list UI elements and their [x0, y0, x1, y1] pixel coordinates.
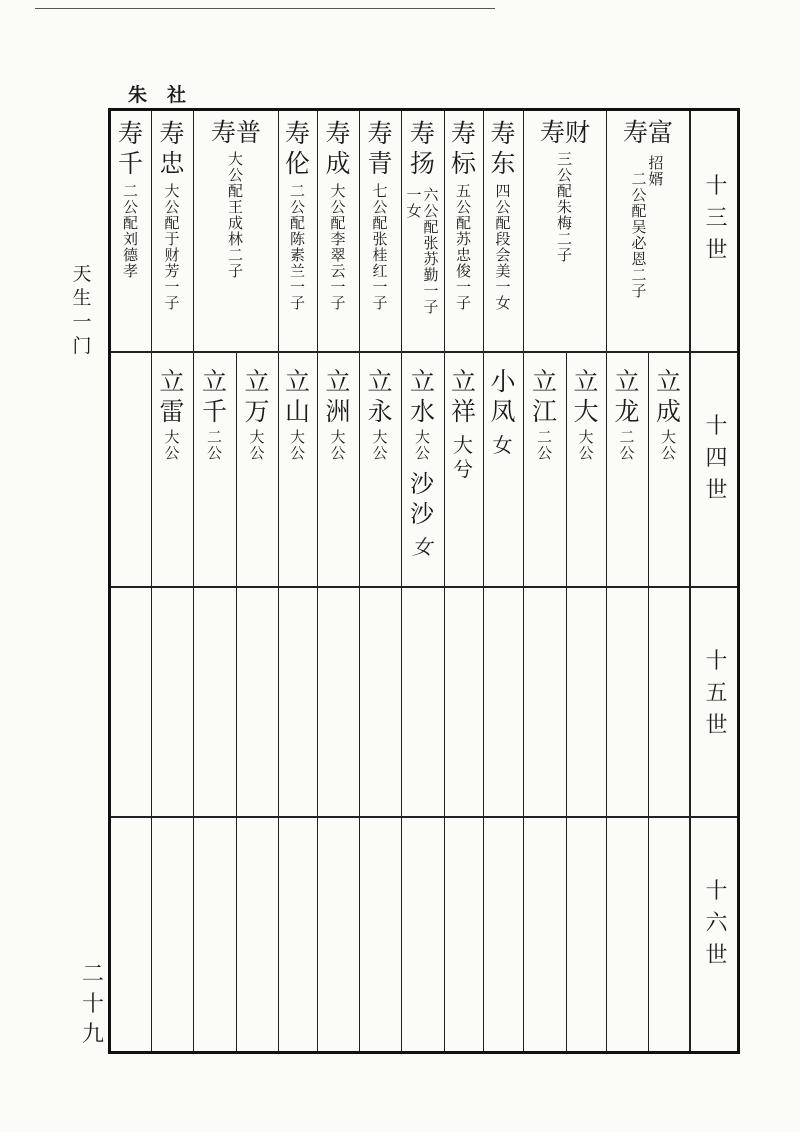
member-name: 立千: [202, 367, 228, 426]
member-entry: [152, 119, 193, 311]
member-entry: [445, 119, 483, 311]
member-note-extra: 一女: [406, 186, 422, 220]
member-note: 二公: [207, 428, 223, 462]
member-name: 寿扬: [410, 119, 436, 178]
member-entry: [402, 119, 444, 315]
member-name: 立龙: [614, 367, 640, 426]
note-column: [407, 183, 423, 219]
page-number: 二十九: [81, 962, 104, 1047]
member-name: 寿财: [539, 118, 590, 147]
member-note: 二公配刘德孝: [123, 182, 139, 280]
member-note: 四公配段会美一女: [495, 182, 511, 312]
member-entry: [318, 367, 359, 461]
member-name: 寿忠: [159, 119, 185, 178]
member-name: 寿成: [325, 119, 351, 178]
member-note: 七公配张桂红一子: [372, 182, 388, 312]
member-name: 立永: [367, 367, 393, 426]
member-name: 寿千: [118, 119, 144, 178]
member-name: 寿富: [622, 118, 673, 147]
member-entry: [484, 119, 523, 311]
generation-label: [690, 646, 740, 742]
member-note: 大公配李翠云一子: [330, 182, 346, 312]
member-note: 二公: [537, 428, 553, 462]
member-note: 大公: [330, 428, 346, 462]
member-note: 二公: [619, 428, 635, 462]
member-name: 寿青: [367, 119, 393, 178]
note-column: [649, 151, 665, 187]
member-name: 立雷: [159, 367, 185, 426]
note-column: [632, 151, 648, 299]
member-note-extra: 女: [412, 535, 432, 559]
top-rule: [35, 8, 495, 9]
member-entry: [194, 367, 236, 461]
member-entry: [318, 119, 359, 311]
member-name: 立江: [532, 367, 558, 426]
row-rule-3: [111, 816, 740, 818]
member-note: 六公配张苏勤一子: [423, 186, 439, 316]
member-entry: [524, 119, 606, 263]
generation-label-text: 十四世: [705, 414, 728, 503]
generation-label-text: 十五世: [705, 649, 728, 738]
member-note: 女: [492, 433, 513, 457]
member-name: 立成: [656, 367, 682, 426]
member-name: 小凤: [490, 367, 516, 426]
member-entry: [567, 367, 606, 461]
member-note: 大公: [164, 428, 180, 462]
generation-label-text: 十三世: [705, 174, 728, 263]
note-group: [407, 183, 440, 315]
side-label: 天生一门: [72, 263, 92, 357]
member-note: 二公配陈素兰一子: [290, 182, 306, 312]
member-note: 大公: [661, 428, 677, 462]
member-entry: [111, 119, 151, 279]
member-entry: [237, 367, 278, 461]
member-entry: [360, 367, 401, 461]
member-name: 立大: [573, 367, 599, 426]
member-note: 大公: [578, 428, 594, 462]
member-entry: [279, 367, 317, 461]
note-column: [424, 183, 440, 315]
member-name-extra: 沙沙: [410, 470, 434, 528]
member-note: 大公配于财芳一子: [164, 182, 180, 312]
member-name: 寿标: [451, 119, 477, 178]
member-name: 立万: [244, 367, 270, 426]
member-name: 寿东: [490, 119, 516, 178]
member-note-top: 招婿: [648, 154, 664, 188]
member-entry: [279, 119, 317, 311]
member-name: 立山: [285, 367, 311, 426]
member-name: 立洲: [325, 367, 351, 426]
member-entry: [402, 367, 444, 559]
member-entry: [607, 367, 648, 461]
member-note: 大公配王成林二子: [228, 150, 244, 280]
member-entry: [152, 367, 193, 461]
header-title: 朱社: [128, 84, 207, 106]
genealogy-table: [108, 108, 740, 1054]
member-note: 大兮: [453, 433, 473, 481]
member-entry: [445, 367, 483, 481]
member-entry: [194, 119, 278, 279]
member-entry: [524, 367, 566, 461]
member-entry: [360, 119, 401, 311]
member-name: 寿普: [210, 118, 261, 147]
member-name: 立祥: [451, 367, 477, 426]
row-rule-2: [111, 586, 740, 588]
member-note: 二公配吴必恩二子: [631, 170, 647, 300]
generation-label-text: 十六世: [705, 879, 728, 968]
member-entry: [607, 119, 689, 299]
member-note: 大公: [415, 428, 431, 462]
member-note: 大公: [290, 428, 306, 462]
generation-label: [690, 876, 740, 972]
generation-label: [690, 411, 740, 507]
member-note: 大公: [372, 428, 388, 462]
member-note: 三公配朱梅二子: [557, 150, 573, 264]
row-rule-1: [111, 351, 740, 353]
member-name: 立水: [410, 367, 436, 426]
member-entry: [484, 367, 523, 457]
member-entry: [649, 367, 689, 461]
member-note: 五公配苏忠俊一子: [456, 182, 472, 312]
note-group: [632, 151, 665, 299]
member-note: 大公: [249, 428, 265, 462]
member-name: 寿伦: [285, 119, 311, 178]
generation-label: [690, 171, 740, 267]
